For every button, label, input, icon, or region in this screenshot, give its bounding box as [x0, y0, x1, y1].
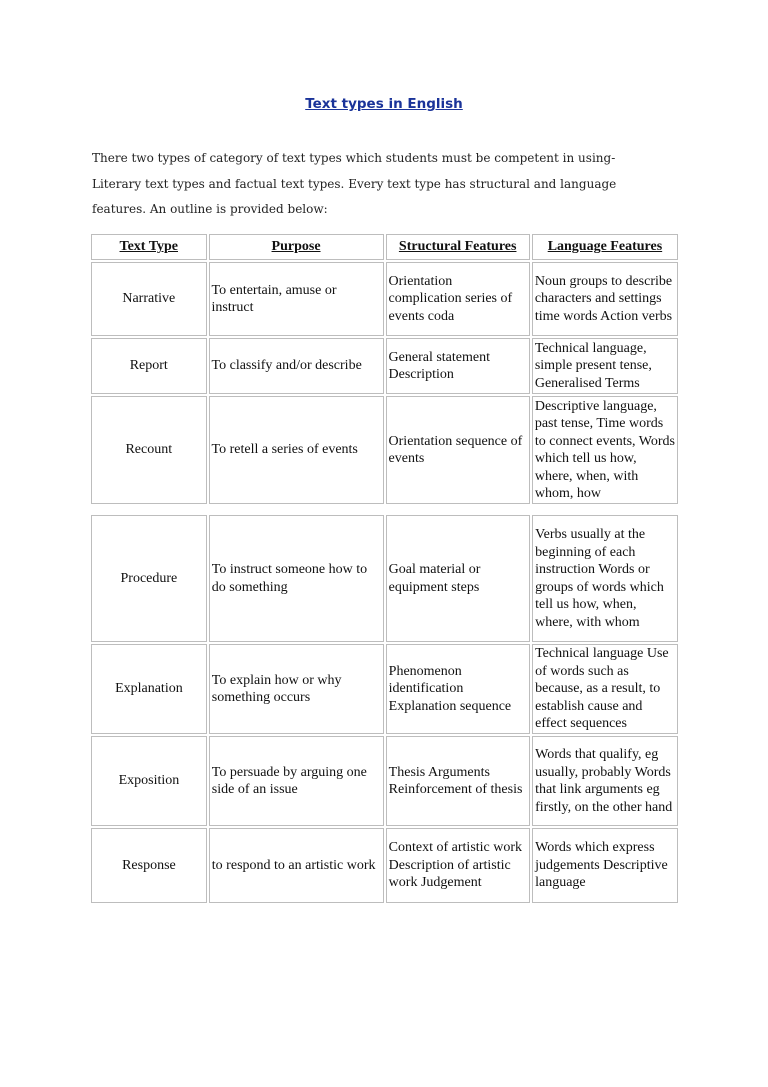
cell-structural: Phenomenon identification Explanation sequence [386, 644, 530, 734]
cell-purpose: To explain how or why something occurs [209, 644, 384, 734]
table-row [91, 396, 678, 504]
cell-structural: Context of artistic work Description of artistic work Judgement [386, 828, 530, 903]
cell-purpose: to respond to an artistic work [209, 828, 384, 903]
table-row [91, 515, 678, 642]
cell-structural: Orientation sequence of events [386, 396, 530, 504]
cell-text-type: Response [91, 828, 207, 903]
cell-language: Descriptive language, past tense, Time words to connect events, Words which tell us how, where, when, with whom, how [532, 396, 678, 504]
table-row [91, 828, 678, 903]
cell-text-type: Explanation [91, 644, 207, 734]
text-types-table-part-1 [89, 232, 680, 506]
cell-language: Verbs usually at the beginning of each instruction Words or groups of words which tell us how, when, where, with whom [532, 515, 678, 642]
cell-purpose: To entertain, amuse or instruct [209, 262, 384, 336]
cell-structural: Goal material or equipment steps [386, 515, 530, 642]
header-text-type: Text Type [91, 234, 207, 260]
intro-paragraph [92, 146, 652, 223]
text-types-table-part-2 [89, 513, 680, 905]
intro-line: features. An outline is provided below: [92, 202, 328, 216]
cell-purpose: To classify and/or describe [209, 338, 384, 394]
cell-purpose: To instruct someone how to do something [209, 515, 384, 642]
cell-text-type: Exposition [91, 736, 207, 826]
cell-language: Words which express judgements Descriptive language [532, 828, 678, 903]
table-header-row [91, 234, 678, 260]
cell-text-type: Procedure [91, 515, 207, 642]
table-row [91, 736, 678, 826]
intro-line: Literary text types and factual text types. Every text type has structural and language [92, 176, 617, 191]
table-row [91, 338, 678, 394]
cell-structural: General statement Description [386, 338, 530, 394]
cell-language: Technical language Use of words such as because, as a result, to establish cause and effect sequences [532, 644, 678, 734]
table-row [91, 644, 678, 734]
header-language-features: Language Features [532, 234, 678, 260]
cell-language: Technical language, simple present tense, Generalised Terms [532, 338, 678, 394]
header-purpose: Purpose [209, 234, 384, 260]
cell-purpose: To retell a series of events [209, 396, 384, 504]
cell-language: Words that qualify, eg usually, probably Words that link arguments eg firstly, on the other hand [532, 736, 678, 826]
cell-structural: Thesis Arguments Reinforcement of thesis [386, 736, 530, 826]
cell-purpose: To persuade by arguing one side of an issue [209, 736, 384, 826]
header-structural-features: Structural Features [386, 234, 530, 260]
cell-text-type: Report [91, 338, 207, 394]
cell-text-type: Narrative [91, 262, 207, 336]
cell-text-type: Recount [91, 396, 207, 504]
table-row [91, 262, 678, 336]
cell-language: Noun groups to describe characters and settings time words Action verbs [532, 262, 678, 336]
cell-structural: Orientation complication series of events coda [386, 262, 530, 336]
intro-line: There two types of category of text types which students must be competent in using- [92, 151, 616, 165]
document-title: Text types in English [305, 96, 463, 112]
